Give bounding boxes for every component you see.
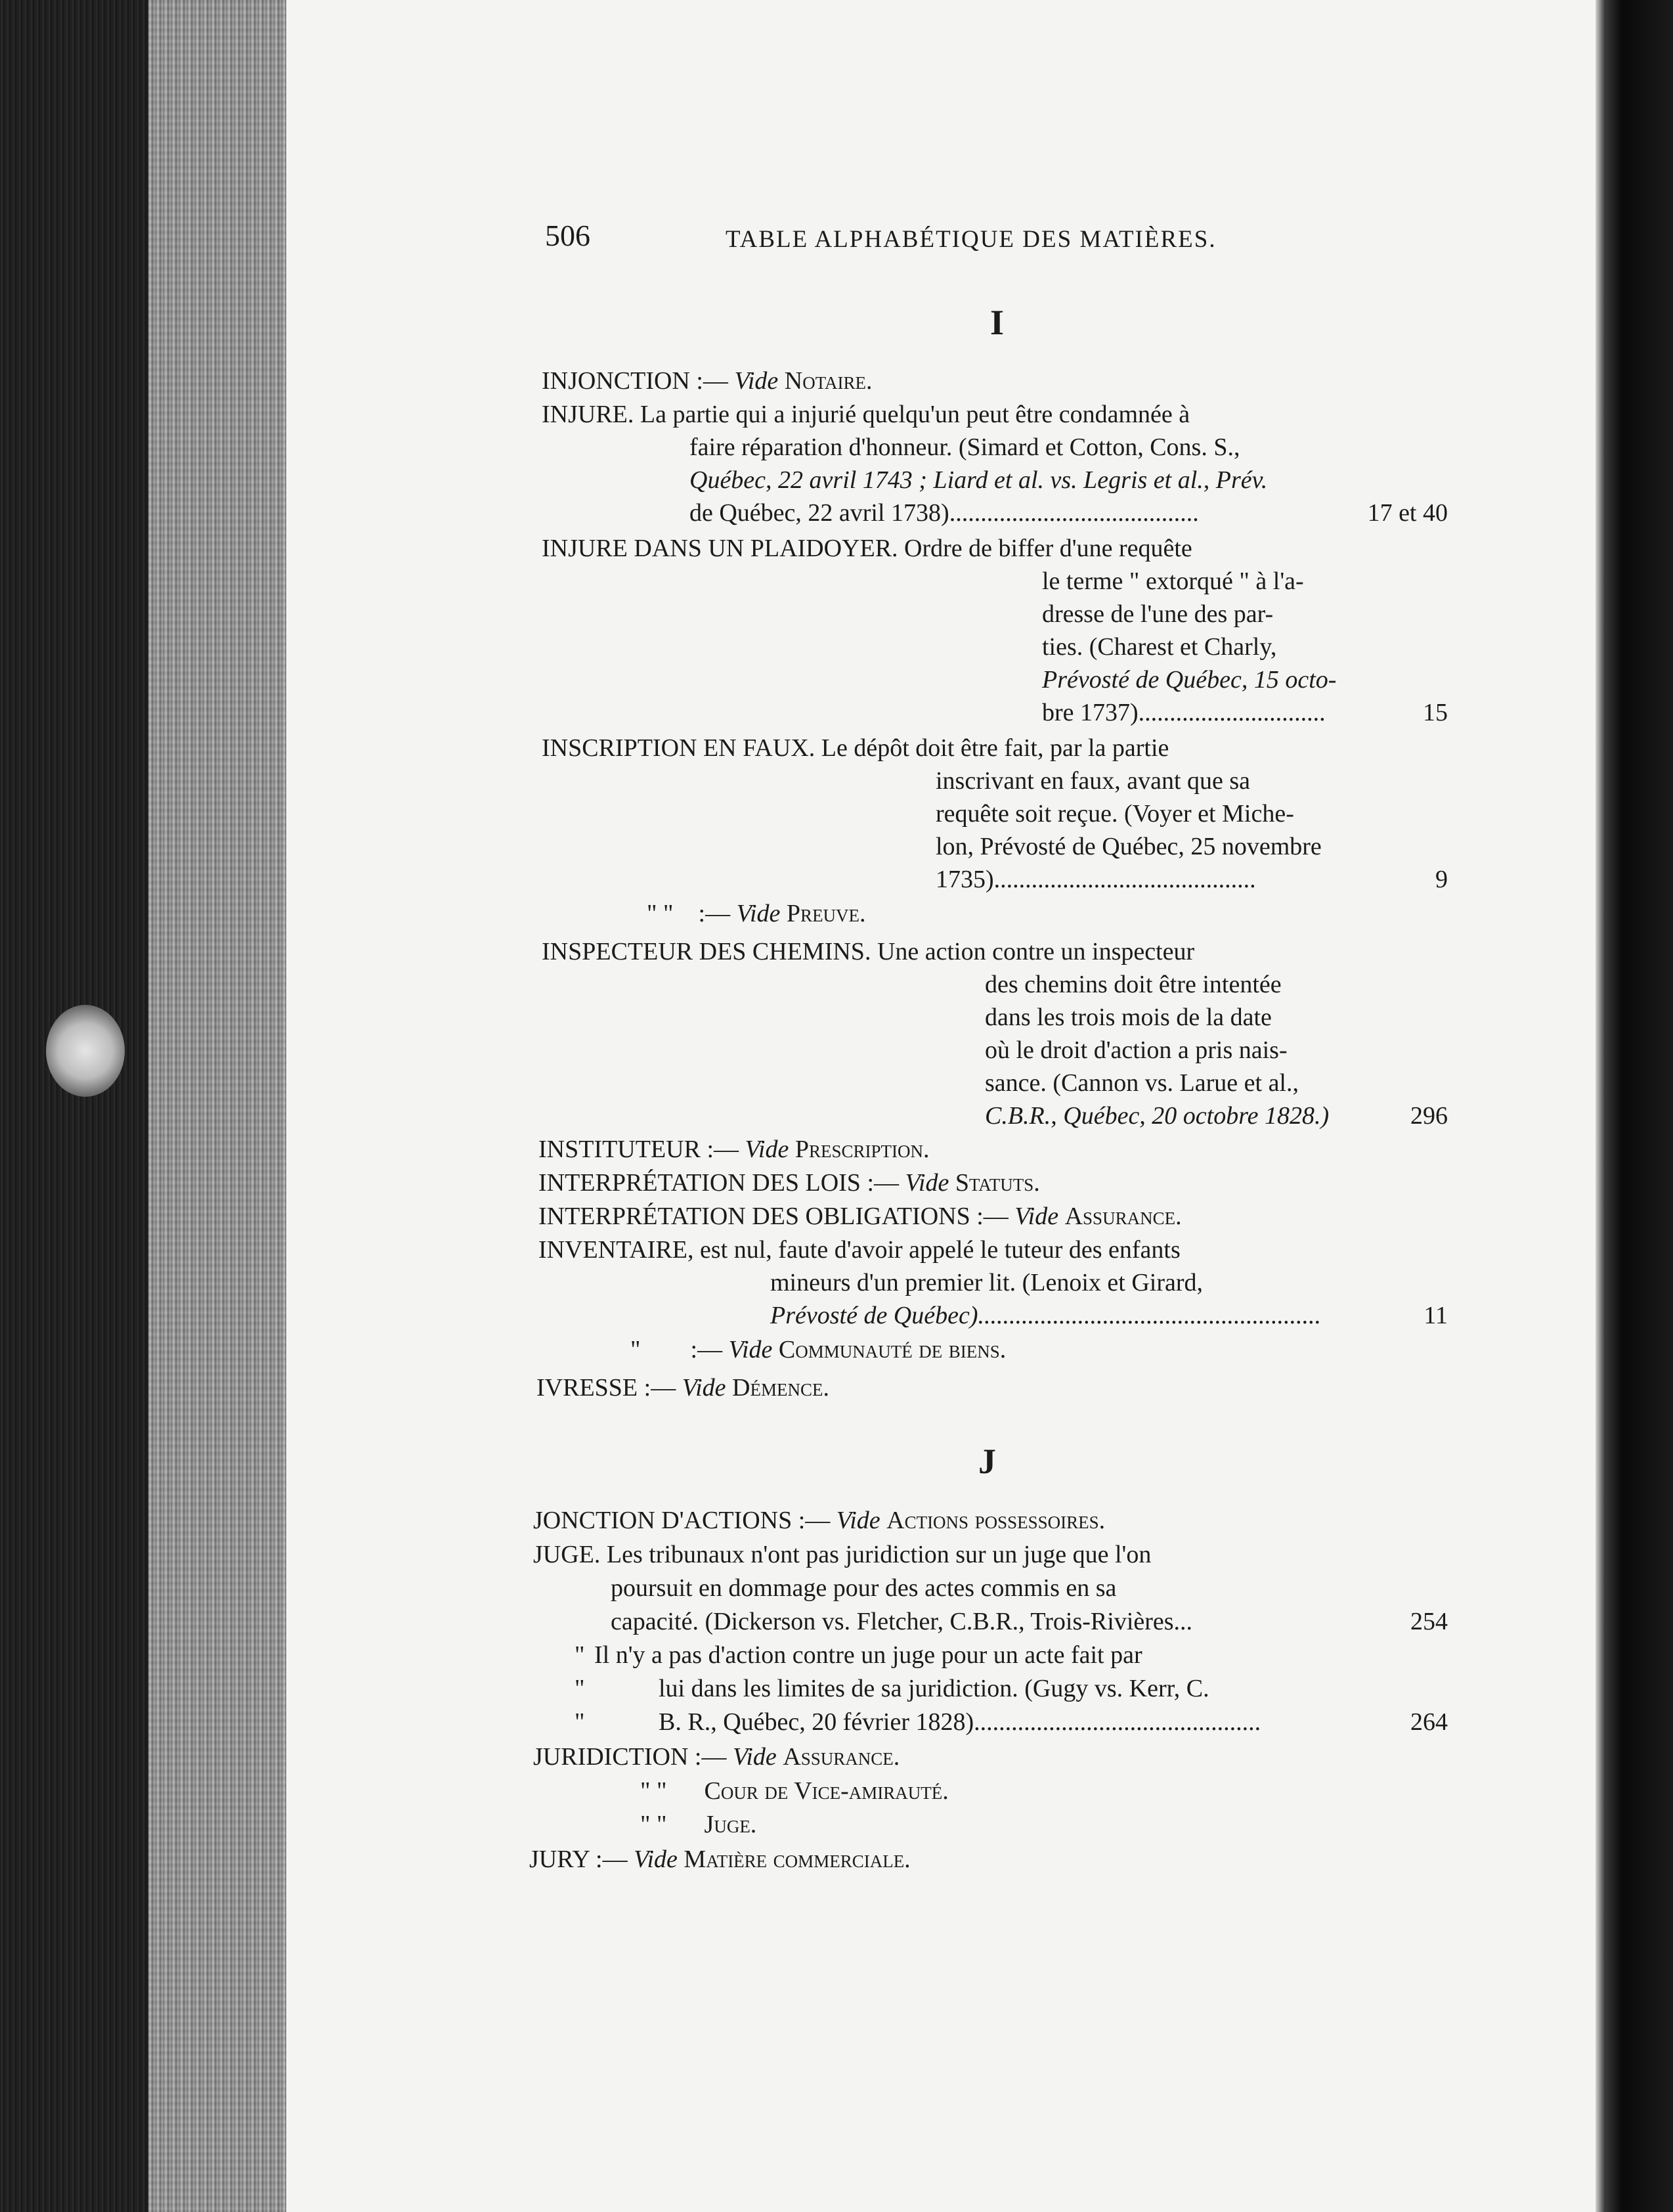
cross-reference: Juge. <box>704 1811 757 1838</box>
page-ref-juge-2: 264 <box>1410 1708 1448 1736</box>
entry-juridiction <box>533 1740 900 1773</box>
entry-plaidoyer-line-4: ties. (Charest et Charly, <box>1042 633 1277 661</box>
vide-label: Vide <box>1014 1203 1059 1230</box>
entry-chemins-line-1: INSPECTEUR DES CHEMINS. Une action contre un inspecteur <box>542 938 1195 965</box>
entry-jonction <box>533 1504 1105 1537</box>
see-prefix: :— <box>698 900 737 927</box>
entry-juge-line-3: capacité. (Dickerson vs. Fletcher, C.B.R., Trois-Rivières... <box>611 1608 1193 1635</box>
entry-faux-line-1: INSCRIPTION EN FAUX. Le dépôt doit être fait, par la partie <box>542 734 1169 762</box>
entry-heading: JURIDICTION :— <box>533 1743 733 1771</box>
cross-reference: Communauté de biens. <box>778 1336 1007 1363</box>
entry-heading: INTERPRÉTATION DES LOIS :— <box>538 1169 905 1197</box>
entry-inventaire-see-also <box>630 1333 1006 1366</box>
vide-label: Vide <box>734 367 779 395</box>
cross-reference: Actions possessoires. <box>886 1507 1106 1534</box>
vide-label: Vide <box>745 1136 789 1163</box>
ditto-marks: " <box>630 1336 641 1363</box>
entry-plaidoyer-line-1: INJURE DANS UN PLAIDOYER. Ordre de biffer d'une requête <box>542 535 1192 562</box>
section-letter-j: J <box>978 1442 996 1481</box>
ditto-mark: " <box>575 1675 585 1702</box>
entry-injure-line-1: INJURE. La partie qui a injurié quelqu'un peut être condamnée à <box>542 401 1190 428</box>
entry-heading: INJONCTION :— <box>542 367 735 395</box>
cross-reference: Assurance. <box>1064 1203 1182 1230</box>
entry-ivresse <box>536 1371 829 1404</box>
entry-faux-see-also <box>647 897 866 930</box>
cross-reference: Démence. <box>732 1374 829 1402</box>
page-ref-juge-1: 254 <box>1410 1608 1448 1635</box>
entry-inventaire-line-2: mineurs d'un premier lit. (Lenoix et Girard, <box>770 1269 1203 1296</box>
ditto-mark: " <box>575 1641 585 1669</box>
entry-juge-line-5: lui dans les limites de sa juridiction. (Gugy vs. Kerr, C. <box>659 1675 1209 1702</box>
page-ref-injure: 17 et 40 <box>1367 499 1448 527</box>
ditto-marks: " " <box>647 900 674 927</box>
vide-label: Vide <box>736 900 781 927</box>
scan-blemish <box>46 1005 125 1097</box>
vide-label: Vide <box>634 1846 678 1873</box>
page-ref-chemins: 296 <box>1410 1102 1448 1130</box>
running-title: TABLE ALPHABÉTIQUE DES MATIÈRES. <box>726 226 1217 253</box>
entry-chemins-line-6: C.B.R., Québec, 20 octobre 1828.) <box>985 1102 1330 1130</box>
vide-label: Vide <box>732 1743 777 1771</box>
entry-plaidoyer-line-2: le terme " extorqué " à l'a- <box>1042 567 1304 595</box>
entry-injonction <box>542 365 873 397</box>
entry-interpretation-lois <box>538 1166 1040 1199</box>
page-ref-inventaire: 11 <box>1423 1302 1448 1329</box>
cross-reference: Statuts. <box>955 1169 1040 1197</box>
scan-right-edge <box>1596 0 1673 2212</box>
vide-label: Vide <box>836 1507 880 1534</box>
entry-chemins-line-5: sance. (Cannon vs. Larue et al., <box>985 1069 1299 1097</box>
entry-heading: JURY :— <box>529 1846 634 1873</box>
cross-reference: Prescription. <box>794 1136 930 1163</box>
page-number: 506 <box>545 219 590 252</box>
entry-plaidoyer-line-6: bre 1737).............................. <box>1042 699 1326 726</box>
entry-injure-line-4: de Québec, 22 avril 1738)........................................ <box>689 499 1199 527</box>
book-spine <box>148 0 286 2212</box>
page-ref-faux: 9 <box>1435 866 1448 893</box>
entry-faux-line-2: inscrivant en faux, avant que sa <box>936 767 1251 795</box>
cross-reference: Notaire. <box>784 367 873 395</box>
entry-chemins-line-2: des chemins doit être intentée <box>985 971 1282 998</box>
vide-label: Vide <box>682 1374 726 1402</box>
ditto-mark: " <box>575 1708 585 1736</box>
entry-faux-line-3: requête soit reçue. (Voyer et Miche- <box>936 800 1294 828</box>
entry-faux-line-4: lon, Prévosté de Québec, 25 novembre <box>936 833 1322 860</box>
entry-instituteur <box>538 1133 930 1166</box>
vide-label: Vide <box>728 1336 773 1363</box>
entry-chemins-line-4: où le droit d'action a pris nais- <box>985 1036 1288 1064</box>
entry-jury <box>529 1843 911 1876</box>
entry-injure-line-3: Québec, 22 avril 1743 ; Liard et al. vs. Legris et al., Prév. <box>689 466 1268 494</box>
section-letter-i: I <box>990 303 1005 342</box>
ditto-marks: " " <box>640 1777 667 1805</box>
cross-reference: Preuve. <box>786 900 866 927</box>
entry-juge-line-1: JUGE. Les tribunaux n'ont pas juridiction sur un juge que l'on <box>533 1541 1152 1568</box>
cross-reference: Assurance. <box>783 1743 900 1771</box>
entry-heading: IVRESSE :— <box>536 1374 682 1402</box>
entry-chemins-line-3: dans les trois mois de la date <box>985 1004 1272 1031</box>
entry-juridiction-see-2 <box>640 1808 756 1841</box>
entry-heading: INTERPRÉTATION DES OBLIGATIONS :— <box>538 1203 1015 1230</box>
scan-left-background <box>0 0 148 2212</box>
cross-reference: Cour de Vice-amirauté. <box>704 1777 949 1805</box>
entry-plaidoyer-line-5: Prévosté de Québec, 15 octo- <box>1042 666 1337 694</box>
entry-inventaire-line-1: INVENTAIRE, est nul, faute d'avoir appelé le tuteur des enfants <box>538 1236 1181 1264</box>
entry-juge-line-6: B. R., Québec, 20 février 1828).............................................. <box>659 1708 1261 1736</box>
entry-juridiction-see-1 <box>640 1775 949 1807</box>
vide-label: Vide <box>905 1169 949 1197</box>
entry-heading: INSTITUTEUR :— <box>538 1136 745 1163</box>
entry-injure-line-2: faire réparation d'honneur. (Simard et Cotton, Cons. S., <box>689 433 1240 461</box>
entry-faux-line-5: 1735).......................................... <box>936 866 1256 893</box>
entry-plaidoyer-line-3: dresse de l'une des par- <box>1042 600 1274 628</box>
entry-juge-line-4: Il n'y a pas d'action contre un juge pour un acte fait par <box>594 1641 1142 1669</box>
see-prefix: :— <box>690 1336 729 1363</box>
entry-heading: JONCTION D'ACTIONS :— <box>533 1507 836 1534</box>
cross-reference: Matière commerciale. <box>684 1846 911 1873</box>
entry-juge-line-2: poursuit en dommage pour des actes commis en sa <box>611 1574 1117 1602</box>
page-ref-plaidoyer: 15 <box>1423 699 1448 726</box>
entry-interpretation-obligations <box>538 1200 1182 1233</box>
ditto-marks: " " <box>640 1811 667 1838</box>
entry-inventaire-line-3: Prévosté de Québec)....................................................... <box>770 1302 1322 1329</box>
